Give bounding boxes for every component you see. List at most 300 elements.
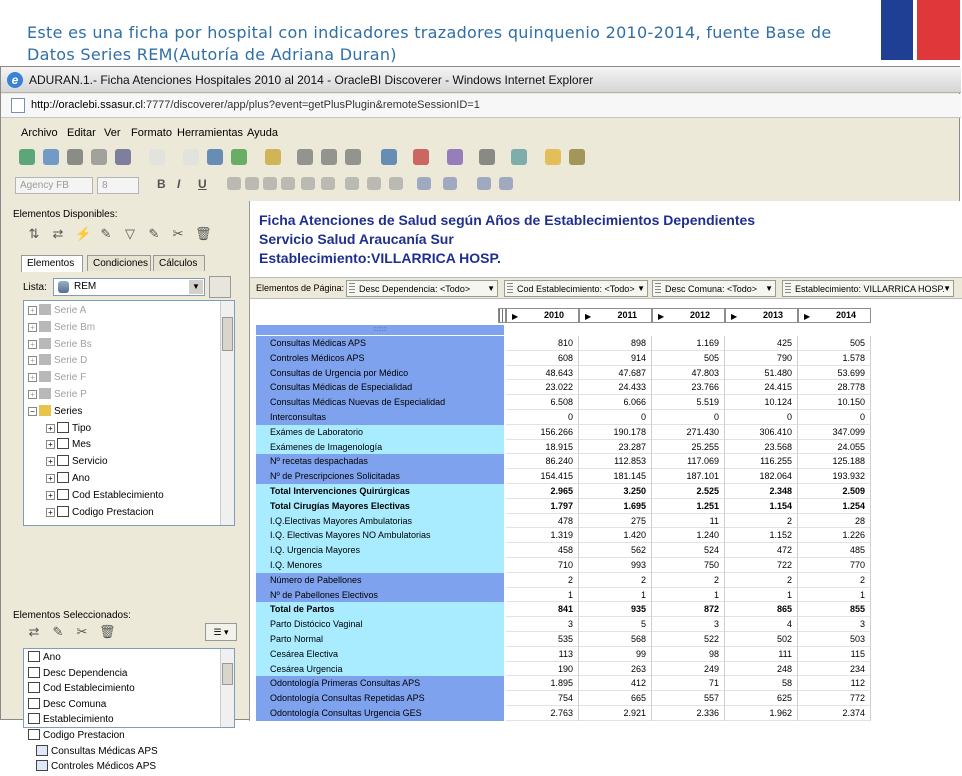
- year-header[interactable]: [506, 308, 579, 323]
- table-cell[interactable]: 568: [579, 632, 652, 647]
- toolbar-icon-0[interactable]: [19, 149, 35, 165]
- format-icon-5[interactable]: [321, 177, 335, 190]
- table-cell[interactable]: 10.124: [725, 395, 798, 410]
- table-cell[interactable]: 485: [798, 543, 871, 558]
- table-cell[interactable]: 770: [798, 558, 871, 573]
- selected-item[interactable]: [36, 745, 158, 761]
- selected-tool-icon-2[interactable]: ✂: [76, 624, 88, 639]
- row-label[interactable]: I.Q.Electivas Mayores Ambulatorias: [256, 514, 504, 529]
- table-cell[interactable]: 1: [579, 588, 652, 603]
- toolbar-icon-15[interactable]: [447, 149, 463, 165]
- table-cell[interactable]: 1.154: [725, 499, 798, 514]
- table-row: [256, 602, 873, 617]
- table-cell[interactable]: 1.226: [798, 528, 871, 543]
- expand-icon[interactable]: +: [46, 457, 55, 466]
- table-cell[interactable]: 2.348: [725, 484, 798, 499]
- table-cell[interactable]: 2: [725, 573, 798, 588]
- table-cell[interactable]: 5.519: [652, 395, 725, 410]
- menu-item-5[interactable]: Ayuda: [247, 127, 278, 139]
- format-icon-0[interactable]: [227, 177, 241, 190]
- menu-item-0[interactable]: Archivo: [21, 127, 58, 139]
- expand-icon[interactable]: +: [28, 390, 37, 399]
- table-cell[interactable]: 187.101: [652, 469, 725, 484]
- item-icon: [28, 698, 40, 709]
- tree-node[interactable]: [28, 388, 87, 404]
- table-cell[interactable]: 722: [725, 558, 798, 573]
- row-label[interactable]: Total de Partos: [256, 602, 504, 617]
- tree-node[interactable]: [46, 455, 108, 471]
- table-cell[interactable]: 11: [652, 514, 725, 529]
- table-cell[interactable]: 28: [798, 514, 871, 529]
- table-cell[interactable]: 47.803: [652, 366, 725, 381]
- expand-icon[interactable]: +: [46, 424, 55, 433]
- table-cell[interactable]: 772: [798, 691, 871, 706]
- chevron-down-icon[interactable]: ▼: [765, 284, 773, 293]
- format-icon-2[interactable]: [263, 177, 277, 190]
- item-tool-icon-0[interactable]: ⇅: [28, 226, 40, 241]
- table-cell[interactable]: 18.915: [506, 440, 579, 455]
- table-cell[interactable]: 190.178: [579, 425, 652, 440]
- row-label[interactable]: Odontología Consultas Urgencia GES: [256, 706, 504, 721]
- toolbar-icon-13[interactable]: [381, 149, 397, 165]
- table-cell[interactable]: 0: [652, 410, 725, 425]
- expand-triangle-icon[interactable]: ▶: [731, 312, 738, 321]
- table-cell[interactable]: 2.965: [506, 484, 579, 499]
- add-to-sheet-button[interactable]: [209, 276, 231, 298]
- format-icon-9[interactable]: [417, 177, 431, 190]
- table-cell[interactable]: 47.687: [579, 366, 652, 381]
- list-select-value: REM: [74, 281, 97, 292]
- table-cell[interactable]: 2.921: [579, 706, 652, 721]
- table-cell[interactable]: 0: [725, 410, 798, 425]
- row-label[interactable]: Exámenes de Imagenología: [256, 440, 504, 455]
- toolbar-icon-2[interactable]: [67, 149, 83, 165]
- toolbar-icon-9[interactable]: [265, 149, 281, 165]
- item-tool-icon-6[interactable]: ✂: [172, 226, 184, 241]
- toolbar-icon-1[interactable]: [43, 149, 59, 165]
- table-cell[interactable]: 1.254: [798, 499, 871, 514]
- table-row: [256, 366, 873, 381]
- row-label[interactable]: I.Q. Urgencia Mayores: [256, 543, 504, 558]
- table-cell[interactable]: 505: [798, 336, 871, 351]
- table-cell[interactable]: 193.932: [798, 469, 871, 484]
- table-cell[interactable]: 154.415: [506, 469, 579, 484]
- table-cell[interactable]: 1.152: [725, 528, 798, 543]
- tree-scrollbar[interactable]: [220, 301, 234, 525]
- toolbar-icon-5[interactable]: [149, 149, 165, 165]
- tree-node[interactable]: [46, 489, 164, 505]
- available-items-tree[interactable]: [23, 300, 235, 526]
- table-cell[interactable]: 1.420: [579, 528, 652, 543]
- table-cell[interactable]: 113: [506, 647, 579, 662]
- row-label[interactable]: Exámes de Laboratorio: [256, 425, 504, 440]
- table-cell[interactable]: 1.240: [652, 528, 725, 543]
- expand-icon[interactable]: +: [46, 491, 55, 500]
- table-cell[interactable]: 1.578: [798, 351, 871, 366]
- scrollbar-thumb[interactable]: [222, 317, 233, 351]
- table-cell[interactable]: 535: [506, 632, 579, 647]
- item-tool-icon-7[interactable]: 🗑: [195, 226, 212, 241]
- table-cell[interactable]: 1: [652, 588, 725, 603]
- table-cell[interactable]: 524: [652, 543, 725, 558]
- expand-icon[interactable]: +: [28, 323, 37, 332]
- list-select[interactable]: [53, 278, 205, 296]
- format-icon-6[interactable]: [345, 177, 359, 190]
- tree-node-label: Serie Bs: [54, 338, 92, 350]
- row-label[interactable]: Consultas de Urgencia por Médico: [256, 366, 504, 381]
- table-cell[interactable]: 98: [652, 647, 725, 662]
- selected-item-label: Cod Establecimiento: [43, 683, 135, 695]
- tree-node-label: Tipo: [72, 422, 92, 434]
- expand-icon[interactable]: +: [46, 440, 55, 449]
- table-cell[interactable]: 271.430: [652, 425, 725, 440]
- table-cell[interactable]: 2: [725, 514, 798, 529]
- row-label[interactable]: Nº de Pabellones Electivos: [256, 588, 504, 603]
- table-cell[interactable]: 810: [506, 336, 579, 351]
- toolbar-icon-19[interactable]: [569, 149, 585, 165]
- table-cell[interactable]: 914: [579, 351, 652, 366]
- tree-node[interactable]: [46, 506, 154, 522]
- table-cell[interactable]: 115: [798, 647, 871, 662]
- row-label[interactable]: Cesárea Urgencia: [256, 662, 504, 677]
- item-tool-icon-1[interactable]: ⇄: [52, 226, 64, 241]
- table-cell[interactable]: 275: [579, 514, 652, 529]
- table-cell[interactable]: 51.480: [725, 366, 798, 381]
- table-cell[interactable]: 0: [579, 410, 652, 425]
- bold-button[interactable]: B: [157, 177, 166, 191]
- table-cell[interactable]: 790: [725, 351, 798, 366]
- format-icon-3[interactable]: [281, 177, 295, 190]
- selected-tool-icon-1[interactable]: ✎: [52, 624, 64, 639]
- menu-item-1[interactable]: Editar: [67, 127, 96, 139]
- selected-items-tree[interactable]: [23, 648, 235, 773]
- toolbar-icon-12[interactable]: [345, 149, 361, 165]
- selected-scrollbar[interactable]: [220, 649, 234, 727]
- toolbar-icon-10[interactable]: [297, 149, 313, 165]
- selected-item[interactable]: [28, 698, 106, 714]
- selected-item[interactable]: [28, 729, 125, 745]
- table-cell[interactable]: 48.643: [506, 366, 579, 381]
- table-cell[interactable]: 23.766: [652, 380, 725, 395]
- table-cell[interactable]: 503: [798, 632, 871, 647]
- row-label[interactable]: Número de Pabellones: [256, 573, 504, 588]
- tree-node[interactable]: [28, 321, 95, 337]
- table-cell[interactable]: 156.266: [506, 425, 579, 440]
- table-cell[interactable]: 562: [579, 543, 652, 558]
- table-cell[interactable]: 3: [652, 617, 725, 632]
- tree-node[interactable]: [46, 472, 90, 488]
- row-label[interactable]: Interconsultas: [256, 410, 504, 425]
- item-icon: [57, 506, 69, 517]
- table-cell[interactable]: 306.410: [725, 425, 798, 440]
- tab-cálculos[interactable]: Cálculos: [153, 255, 205, 271]
- year-header[interactable]: [579, 308, 652, 323]
- expand-triangle-icon[interactable]: ▶: [512, 312, 519, 321]
- expand-icon[interactable]: +: [28, 306, 37, 315]
- menu-item-3[interactable]: Formato: [131, 127, 172, 139]
- tree-node[interactable]: [28, 304, 86, 320]
- table-cell[interactable]: 23.022: [506, 380, 579, 395]
- table-cell[interactable]: 125.188: [798, 454, 871, 469]
- selected-item[interactable]: [28, 651, 61, 667]
- sort-menu-button[interactable]: ☰ ▾: [205, 623, 237, 641]
- row-label[interactable]: Total Cirugías Mayores Electivas: [256, 499, 504, 514]
- toolbar-icon-14[interactable]: [413, 149, 429, 165]
- row-label[interactable]: Odontología Primeras Consultas APS: [256, 676, 504, 691]
- item-tool-icon-4[interactable]: ▽: [125, 226, 135, 241]
- row-label[interactable]: Consultas Médicas APS: [256, 336, 504, 351]
- format-icon-7[interactable]: [367, 177, 381, 190]
- table-cell[interactable]: 116.255: [725, 454, 798, 469]
- item-icon: [28, 729, 40, 740]
- selected-item[interactable]: [28, 667, 128, 683]
- table-cell[interactable]: 24.055: [798, 440, 871, 455]
- table-cell[interactable]: 425: [725, 336, 798, 351]
- expand-icon[interactable]: +: [46, 508, 55, 517]
- row-label[interactable]: I.Q. Electivas Mayores NO Ambulatorias: [256, 528, 504, 543]
- table-cell[interactable]: 2: [506, 573, 579, 588]
- tree-node[interactable]: [46, 422, 91, 438]
- row-label[interactable]: Odontología Consultas Repetidas APS: [256, 691, 504, 706]
- chevron-down-icon[interactable]: ▼: [487, 284, 495, 293]
- table-cell[interactable]: 2.525: [652, 484, 725, 499]
- page-item-select[interactable]: [504, 280, 648, 297]
- tree-node[interactable]: [28, 338, 92, 354]
- table-cell[interactable]: 1.797: [506, 499, 579, 514]
- tree-node[interactable]: [28, 371, 86, 387]
- tree-node[interactable]: [28, 405, 82, 421]
- table-cell[interactable]: 1.319: [506, 528, 579, 543]
- table-cell[interactable]: 86.240: [506, 454, 579, 469]
- column-grip[interactable]: [498, 308, 506, 323]
- table-row: [256, 395, 873, 410]
- row-header-handle[interactable]: ::::::::: [256, 325, 504, 335]
- selected-item[interactable]: [36, 760, 156, 776]
- expand-triangle-icon[interactable]: ▶: [585, 312, 592, 321]
- font-family-select[interactable]: Agency FB: [15, 177, 93, 194]
- table-cell[interactable]: 625: [725, 691, 798, 706]
- toolbar-icon-17[interactable]: [511, 149, 527, 165]
- table-cell[interactable]: 28.778: [798, 380, 871, 395]
- row-label[interactable]: Consultas Médicas Nuevas de Especialidad: [256, 395, 504, 410]
- row-label[interactable]: Nº de Prescripciones Solicitadas: [256, 469, 504, 484]
- row-label[interactable]: Parto Normal: [256, 632, 504, 647]
- url-text[interactable]: [31, 99, 480, 111]
- table-cell[interactable]: 24.433: [579, 380, 652, 395]
- table-cell[interactable]: 412: [579, 676, 652, 691]
- chevron-down-icon[interactable]: ▼: [943, 284, 951, 293]
- item-tool-icon-2[interactable]: ⚡: [75, 226, 92, 241]
- year-header[interactable]: [725, 308, 798, 323]
- expand-icon[interactable]: +: [46, 474, 55, 483]
- table-cell[interactable]: 1.251: [652, 499, 725, 514]
- table-cell[interactable]: 111: [725, 647, 798, 662]
- table-cell[interactable]: 872: [652, 602, 725, 617]
- table-cell[interactable]: 112: [798, 676, 871, 691]
- toolbar-icon-16[interactable]: [479, 149, 495, 165]
- table-cell[interactable]: 841: [506, 602, 579, 617]
- table-cell[interactable]: 1: [725, 588, 798, 603]
- table-cell[interactable]: 3.250: [579, 484, 652, 499]
- table-cell[interactable]: 557: [652, 691, 725, 706]
- year-label: 2013: [762, 310, 783, 320]
- page-items-label: Elementos de Página:: [256, 283, 345, 293]
- table-cell[interactable]: 750: [652, 558, 725, 573]
- chevron-down-icon[interactable]: ▼: [189, 280, 203, 294]
- table-cell[interactable]: 458: [506, 543, 579, 558]
- selected-tool-icon-3[interactable]: 🗑: [99, 624, 116, 639]
- table-cell[interactable]: 935: [579, 602, 652, 617]
- table-cell[interactable]: 181.145: [579, 469, 652, 484]
- table-cell[interactable]: 608: [506, 351, 579, 366]
- toolbar-icon-6[interactable]: [183, 149, 199, 165]
- table-cell[interactable]: 23.287: [579, 440, 652, 455]
- scrollbar-thumb[interactable]: [222, 663, 233, 685]
- table-cell[interactable]: 898: [579, 336, 652, 351]
- table-cell[interactable]: 248: [725, 662, 798, 677]
- table-cell[interactable]: 190: [506, 662, 579, 677]
- selected-tool-icon-0[interactable]: ⇄: [28, 624, 40, 639]
- row-label[interactable]: Total Intervenciones Quirúrgicas: [256, 484, 504, 499]
- table-cell[interactable]: 182.064: [725, 469, 798, 484]
- format-icon-8[interactable]: [389, 177, 403, 190]
- format-icon-4[interactable]: [301, 177, 315, 190]
- table-cell[interactable]: 472: [725, 543, 798, 558]
- row-label[interactable]: Nº recetas despachadas: [256, 454, 504, 469]
- drag-handle-icon[interactable]: [655, 283, 661, 294]
- format-icon-11[interactable]: [477, 177, 491, 190]
- table-cell[interactable]: 234: [798, 662, 871, 677]
- table-cell[interactable]: 6.508: [506, 395, 579, 410]
- table-cell[interactable]: 1: [798, 588, 871, 603]
- table-cell[interactable]: 117.069: [652, 454, 725, 469]
- table-cell[interactable]: 10.150: [798, 395, 871, 410]
- toolbar-icon-3[interactable]: [91, 149, 107, 165]
- table-row: [256, 469, 873, 484]
- table-cell[interactable]: 505: [652, 351, 725, 366]
- expand-icon[interactable]: +: [28, 373, 37, 382]
- table-cell[interactable]: 1.962: [725, 706, 798, 721]
- table-cell[interactable]: 3: [798, 617, 871, 632]
- table-cell[interactable]: 502: [725, 632, 798, 647]
- menu-item-4[interactable]: Herramientas: [177, 127, 244, 139]
- item-tool-icon-5[interactable]: ✎: [148, 226, 160, 241]
- underline-button[interactable]: U: [198, 177, 207, 191]
- expand-icon[interactable]: −: [28, 407, 37, 416]
- table-cell[interactable]: 249: [652, 662, 725, 677]
- table-cell[interactable]: 1.169: [652, 336, 725, 351]
- selected-items-header: Elementos Seleccionados:: [13, 610, 131, 621]
- table-cell[interactable]: 1: [506, 588, 579, 603]
- table-cell[interactable]: 2.509: [798, 484, 871, 499]
- table-cell[interactable]: 1.695: [579, 499, 652, 514]
- table-cell[interactable]: 522: [652, 632, 725, 647]
- drag-handle-icon[interactable]: [785, 283, 791, 294]
- table-cell[interactable]: 99: [579, 647, 652, 662]
- table-cell[interactable]: 1.895: [506, 676, 579, 691]
- expand-triangle-icon[interactable]: ▶: [658, 312, 665, 321]
- table-cell[interactable]: 2: [652, 573, 725, 588]
- tree-node[interactable]: [28, 354, 87, 370]
- table-cell[interactable]: 71: [652, 676, 725, 691]
- title-bar: [1, 67, 961, 93]
- font-size-select[interactable]: 8: [97, 177, 139, 194]
- table-cell[interactable]: 3: [506, 617, 579, 632]
- toolbar-icon-18[interactable]: [545, 149, 561, 165]
- table-cell[interactable]: 665: [579, 691, 652, 706]
- table-cell[interactable]: 478: [506, 514, 579, 529]
- toolbar-icon-8[interactable]: [231, 149, 247, 165]
- table-cell[interactable]: 5: [579, 617, 652, 632]
- table-cell[interactable]: 53.699: [798, 366, 871, 381]
- table-cell[interactable]: 112.853: [579, 454, 652, 469]
- selected-item[interactable]: [28, 682, 135, 698]
- italic-button[interactable]: I: [177, 177, 181, 191]
- table-cell[interactable]: 2: [579, 573, 652, 588]
- row-label[interactable]: Consultas Médicas de Especialidad: [256, 380, 504, 395]
- table-cell[interactable]: 993: [579, 558, 652, 573]
- expand-icon[interactable]: +: [28, 356, 37, 365]
- table-cell[interactable]: 58: [725, 676, 798, 691]
- year-header[interactable]: [798, 308, 871, 323]
- item-tool-icon-3[interactable]: ✎: [100, 226, 112, 241]
- page-item-select[interactable]: [782, 280, 954, 297]
- table-cell[interactable]: 2.763: [506, 706, 579, 721]
- tab-condiciones[interactable]: Condiciones: [87, 255, 151, 271]
- drag-handle-icon[interactable]: [507, 283, 513, 294]
- table-cell[interactable]: 0: [798, 410, 871, 425]
- toolbar-icon-4[interactable]: [115, 149, 131, 165]
- row-label[interactable]: Cesárea Electiva: [256, 647, 504, 662]
- table-cell[interactable]: 25.255: [652, 440, 725, 455]
- table-cell[interactable]: 2: [798, 573, 871, 588]
- menu-item-2[interactable]: Ver: [104, 127, 121, 139]
- format-icon-12[interactable]: [499, 177, 513, 190]
- table-cell[interactable]: 347.099: [798, 425, 871, 440]
- table-cell[interactable]: 0: [506, 410, 579, 425]
- toolbar-icon-7[interactable]: [207, 149, 223, 165]
- table-cell[interactable]: 24.415: [725, 380, 798, 395]
- expand-triangle-icon[interactable]: ▶: [804, 312, 811, 321]
- table-cell[interactable]: 710: [506, 558, 579, 573]
- format-icon-1[interactable]: [245, 177, 259, 190]
- page-item-select[interactable]: [346, 280, 498, 297]
- format-icon-10[interactable]: [443, 177, 457, 190]
- chevron-down-icon[interactable]: ▼: [637, 284, 645, 293]
- table-cell[interactable]: 6.066: [579, 395, 652, 410]
- row-label[interactable]: Parto Distócico Vaginal: [256, 617, 504, 632]
- address-bar[interactable]: [1, 94, 961, 118]
- table-cell[interactable]: 23.568: [725, 440, 798, 455]
- drag-handle-icon[interactable]: [349, 283, 355, 294]
- row-label[interactable]: Controles Médicos APS: [256, 351, 504, 366]
- page-item-select[interactable]: [652, 280, 776, 297]
- table-cell[interactable]: 4: [725, 617, 798, 632]
- table-cell[interactable]: 754: [506, 691, 579, 706]
- table-cell[interactable]: 2.336: [652, 706, 725, 721]
- expand-icon[interactable]: +: [28, 340, 37, 349]
- tree-node[interactable]: [46, 438, 91, 454]
- row-label[interactable]: I.Q. Menores: [256, 558, 504, 573]
- toolbar-icon-11[interactable]: [321, 149, 337, 165]
- table-cell[interactable]: 263: [579, 662, 652, 677]
- table-cell[interactable]: 855: [798, 602, 871, 617]
- selected-item[interactable]: [28, 713, 114, 729]
- table-cell[interactable]: 865: [725, 602, 798, 617]
- table-cell[interactable]: 2.374: [798, 706, 871, 721]
- tab-elementos[interactable]: Elementos: [21, 255, 83, 272]
- year-header[interactable]: [652, 308, 725, 323]
